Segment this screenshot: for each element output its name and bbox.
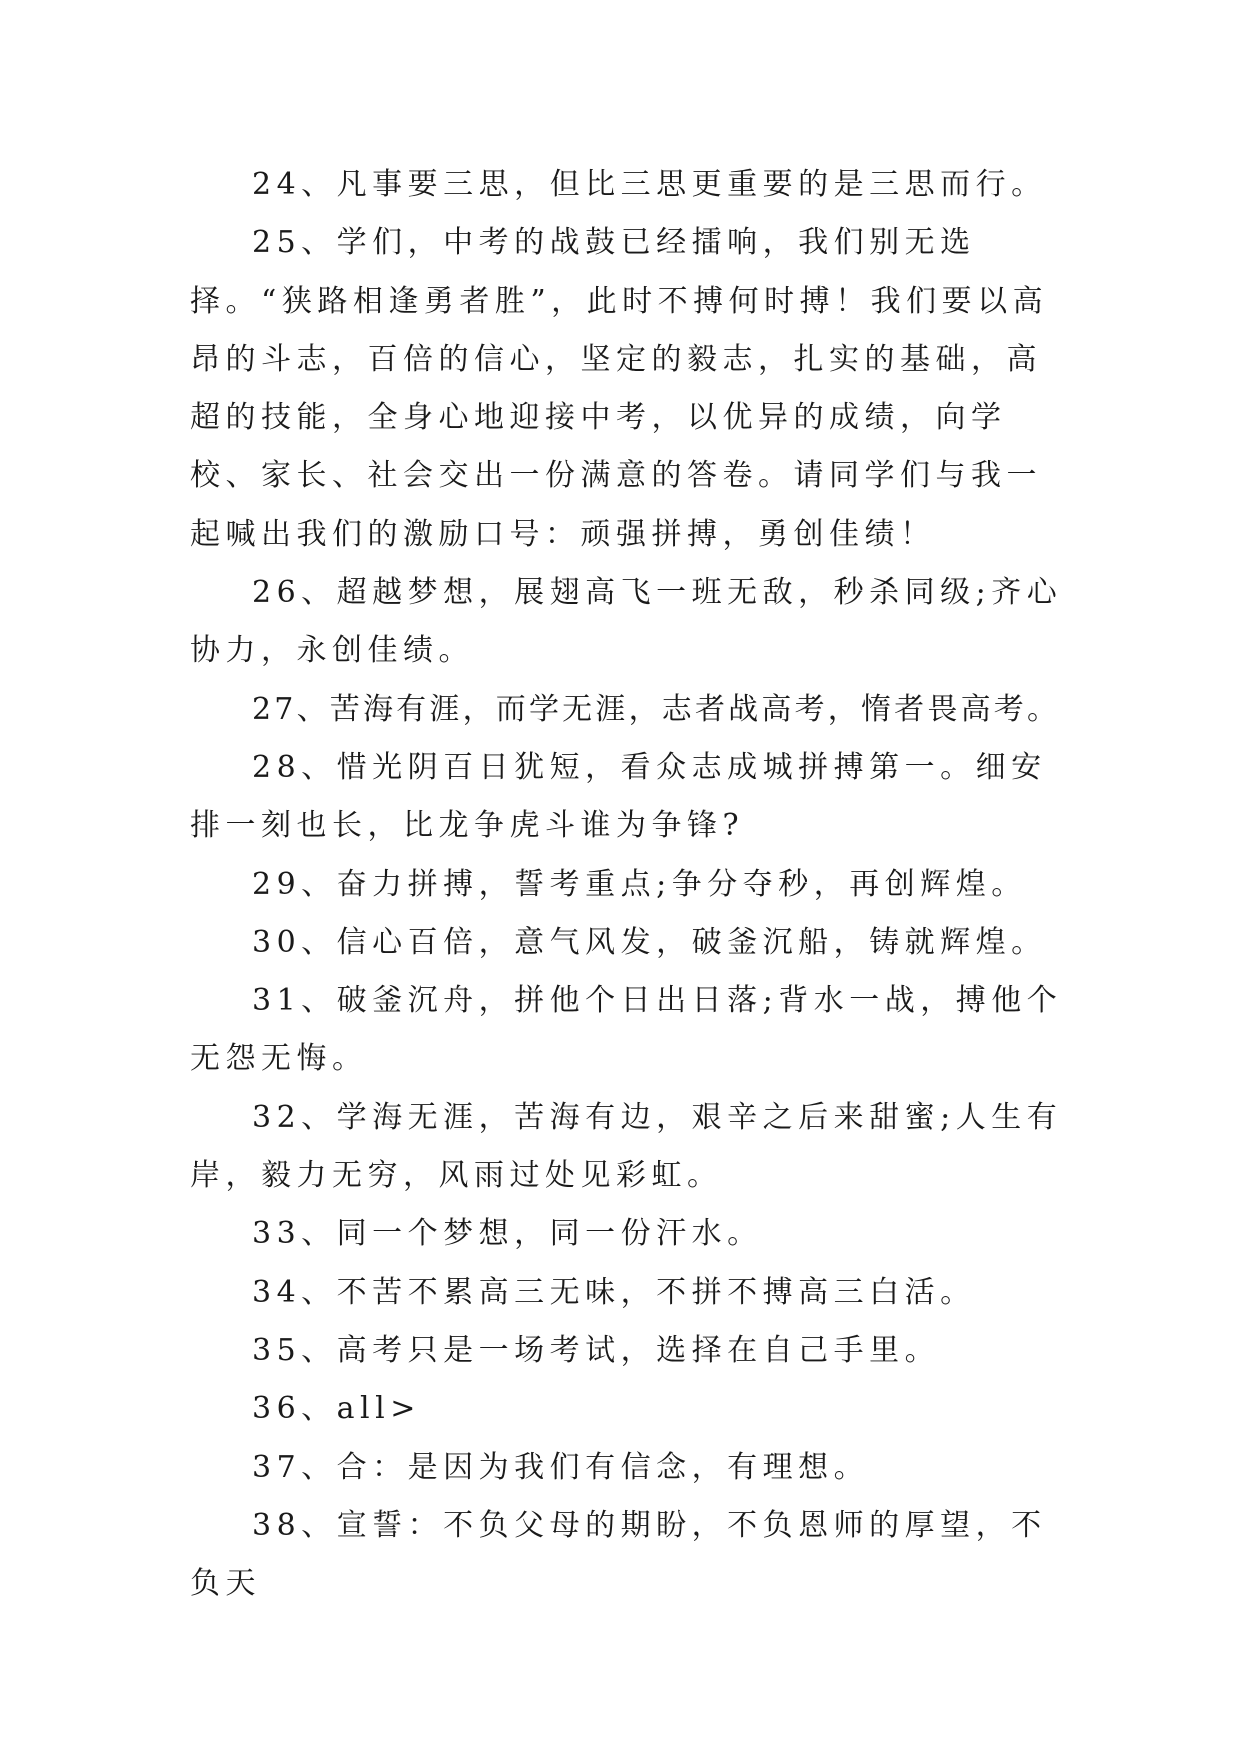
paragraph-38: 38、宣誓：不负父母的期盼，不负恩师的厚望，不负天 bbox=[190, 1507, 1047, 1602]
paragraph-26: 26、超越梦想，展翅高飞一班无敌，秒杀同级;齐心协力，永创佳绩。 bbox=[190, 575, 1063, 669]
paragraph-37: 37、合：是因为我们有信念，有理想。 bbox=[252, 1449, 870, 1485]
paragraph-24: 24、凡事要三思，但比三思更重要的是三思而行。 bbox=[252, 167, 1047, 202]
paragraph-34: 34、不苦不累高三无味，不拼不搏高三白活。 bbox=[252, 1274, 976, 1310]
paragraph-35: 35、高考只是一场考试，选择在自己手里。 bbox=[252, 1332, 941, 1368]
paragraph-28: 28、惜光阴百日犹短，看众志成城拼搏第一。细安排一刻也长，比龙争虎斗谁为争锋? bbox=[190, 749, 1047, 844]
paragraph-30: 30、信心百倍，意气风发，破釜沉船，铸就辉煌。 bbox=[252, 924, 1047, 960]
paragraph-27: 27、苦海有涯，而学无涯，志者战高考，惰者畏高考。 bbox=[252, 691, 1061, 727]
paragraph-33: 33、同一个梦想，同一份汗水。 bbox=[252, 1216, 763, 1252]
paragraph-25: 25、学们，中考的战鼓已经擂响，我们别无选择。“狭路相逢勇者胜”，此时不搏何时搏！我们要以高昂的斗志，百倍的信心，坚定的毅志，扎实的基础，高超的技能，全身心地迎接中考，以优异的成绩，向学校、家长、社会交出一份满意的答卷。请同学们与我一起喊出我们的激励口号：顽强拼搏，勇创佳绩！ bbox=[190, 225, 1049, 552]
paragraph-32: 32、学海无涯，苦海有边，艰辛之后来甜蜜;人生有岸，毅力无穷，风雨过处见彩虹。 bbox=[190, 1099, 1063, 1194]
paragraph-31: 31、破釜沉舟，拼他个日出日落;背水一战，搏他个无怨无悔。 bbox=[190, 983, 1063, 1077]
paragraph-29: 29、奋力拼搏，誓考重点;争分夺秒，再创辉煌。 bbox=[252, 866, 1027, 902]
document-body bbox=[190, 156, 1070, 1613]
paragraph-36: 36、all> bbox=[252, 1391, 421, 1427]
